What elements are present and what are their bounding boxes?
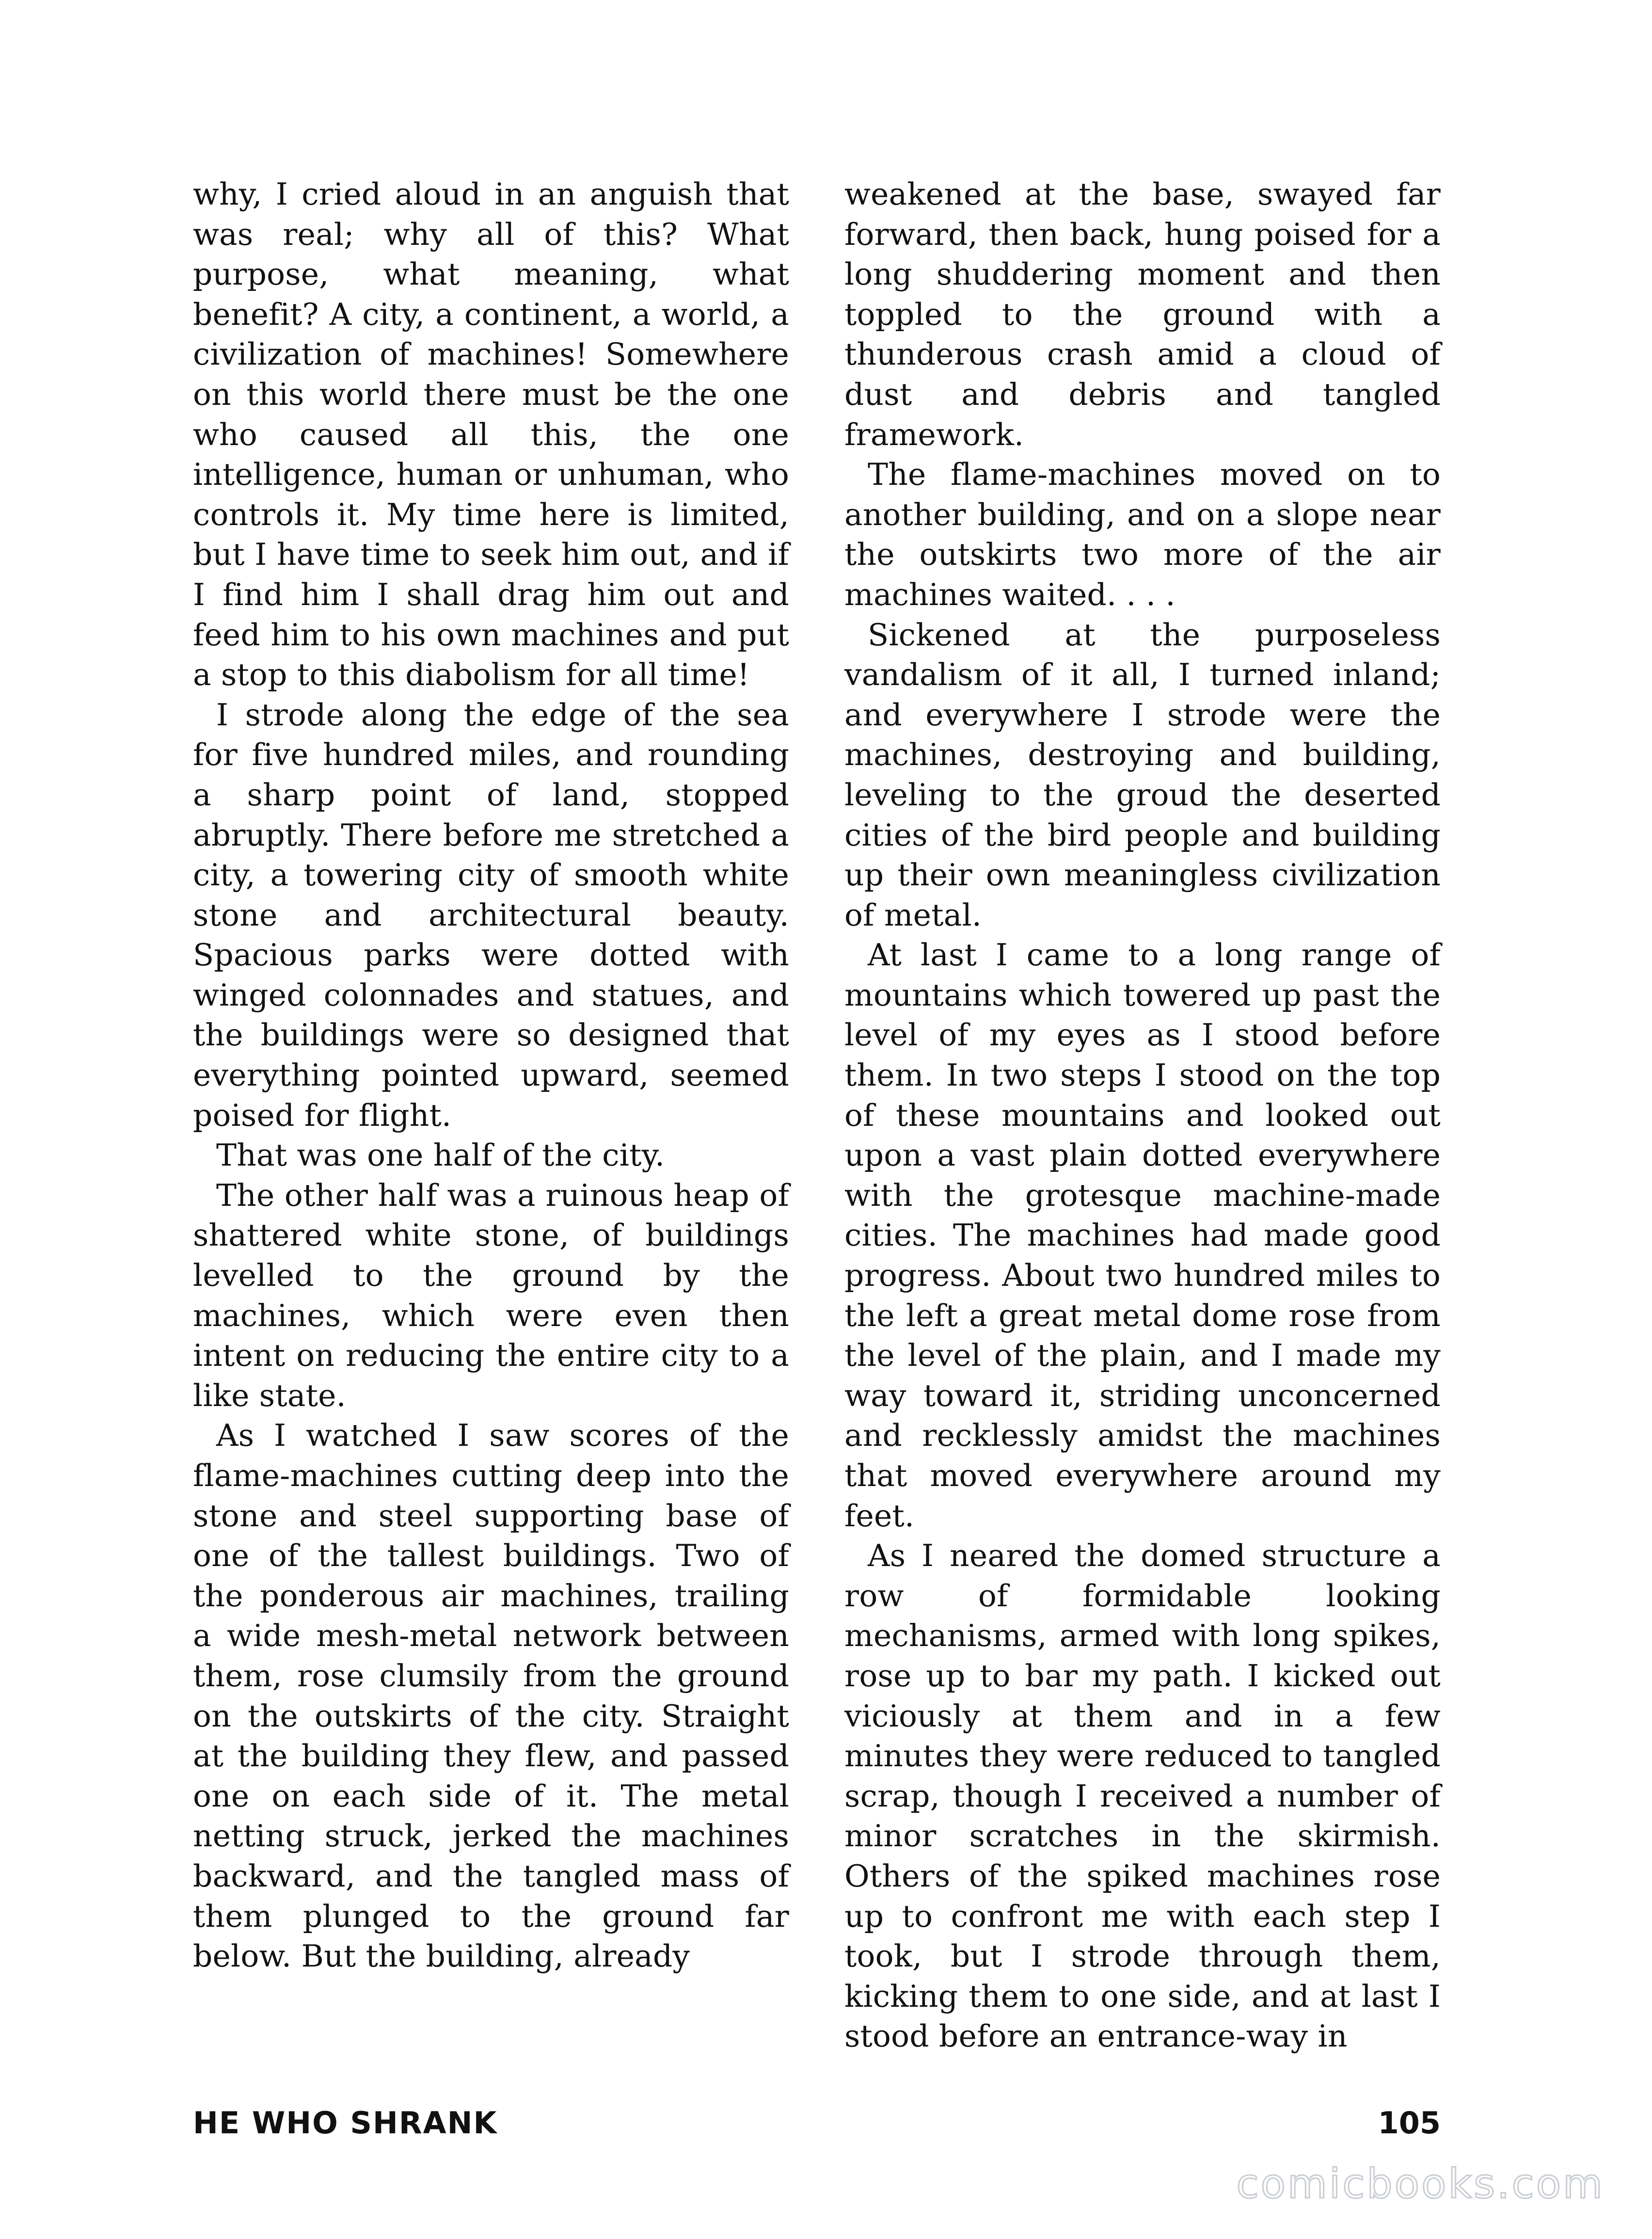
running-title: HE WHO SHRANK bbox=[193, 2105, 498, 2141]
text-column-left bbox=[193, 175, 789, 1977]
paragraph: I strode along the edge of the sea for five hundred miles, and rounding a sharp point of land, stopped abruptly. There before me stretched a city, a towering city of smooth white stone and architectural beauty. Spacious parks were dotted with winged colonnades and statues, and the buildings were so designed that everything pointed upward, seemed poised for flight. bbox=[193, 697, 789, 1133]
watermark: comicbooks.com bbox=[1236, 2160, 1604, 2207]
page-number: 105 bbox=[1378, 2105, 1441, 2141]
paragraph: As I neared the domed structure a row of formidable looking mechanisms, armed with long spikes, rose up to bar my path. I kicked out viciously at them and in a few minutes they were reduced to tangled scrap, though I received a number of minor scratches in the skirmish. Others of the spiked machines rose up to confront me with each step I took, but I strode through them, kicking them to one side, and at last I stood before an entrance-way in bbox=[844, 1538, 1441, 2054]
paragraph: At last I came to a long range of mountains which towered up past the level of my eyes as I stood before them. In two steps I stood on the top of these mountains and looked out upon a vast plain dotted everywhere with the grotesque machine-made cities. The machines had made good progress. About two hundred miles to the left a great metal dome rose from the level of the plain, and I made my way toward it, striding unconcerned and recklessly amidst the machines that moved everywhere around my feet. bbox=[844, 937, 1441, 1534]
paragraph: The flame-machines moved on to another building, and on a slope near the outskirts two more of the air machines waited. . . . bbox=[844, 457, 1441, 612]
paragraph: why, I cried aloud in an anguish that was real; why all of this? What purpose, what meaning, what benefit? A city, a continent, a world, a civilization of machines! Somewhere on this world there must be the one who caused all this, the one intelligence, human or unhuman, who controls it. My time here is limited, but I have time to seek him out, and if I find him I shall drag him out and feed him to his own machines and put a stop to this diabolism for all time! bbox=[193, 176, 789, 693]
paragraph: That was one half of the city. bbox=[216, 1137, 665, 1173]
paragraph: Sickened at the purposeless vandalism of it all, I turned inland; and everywhere I strode were the machines, destroying and building, leveling to the groud the deserted cities of the bird people and building up their own meaningless civilization of metal. bbox=[844, 617, 1441, 933]
paragraph: The other half was a ruinous heap of shattered white stone, of buildings levelled to the ground by the machines, which were even then intent on reducing the entire city to a like state. bbox=[193, 1177, 789, 1413]
paragraph: weakened at the base, swayed far forward, then back, hung poised for a long shuddering moment and then toppled to the ground with a thunderous crash amid a cloud of dust and debris and tangled framework. bbox=[844, 176, 1441, 452]
text-column-right bbox=[844, 175, 1441, 2057]
paragraph: As I watched I saw scores of the flame-machines cutting deep into the stone and steel supporting base of one of the tallest buildings. Two of the ponderous air machines, trailing a wide mesh-metal network between them, rose clumsily from the ground on the outskirts of the city. Straight at the building they flew, and passed one on each side of it. The metal netting struck, jerked the machines backward, and the tangled mass of them plunged to the ground far below. But the building, already bbox=[193, 1418, 789, 1974]
